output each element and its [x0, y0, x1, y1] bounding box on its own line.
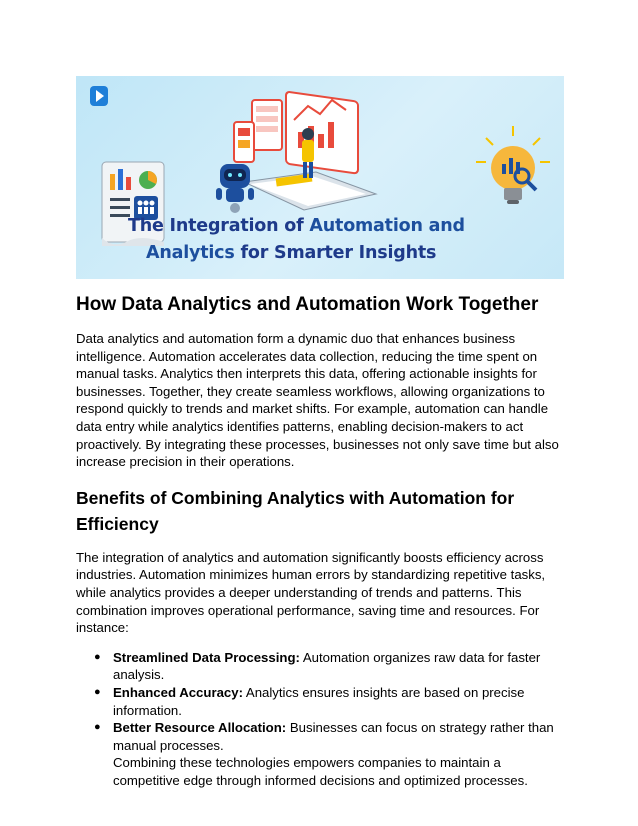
- list-item: [94, 649, 566, 684]
- section1-paragraph: Data analytics and automation form a dynamic duo that enhances business intelligence. Automation accelerates data collection, reducing the time spent on manual tasks. Analytics then interprets this data, offering actionable insights for businesses. Together, they create seamless workflows, allowing organizations to respond quickly to trends and market shifts. For example, automation can handle data entry while analytics identifies patterns, enabling decision-makers to act proactively. By integrating these processes, businesses not only save time but also increase precision in their operations.: [76, 331, 559, 470]
- list-item-label: Streamlined Data Processing:: [113, 649, 300, 665]
- list-item-label: Enhanced Accuracy:: [113, 684, 243, 700]
- bullet-icon: ●: [94, 650, 101, 663]
- banner-title-part: The Integration of: [128, 216, 304, 236]
- bullet-icon: ●: [94, 721, 101, 734]
- section2-heading: Benefits of Combining Analytics with Automation for Efficiency: [76, 487, 515, 534]
- closing-text: Combining these technologies empowers companies to maintain a competitive edge through informed decisions and optimized processes.: [113, 755, 528, 788]
- banner-title-line1: [128, 216, 465, 236]
- banner-title-part: for Smarter Insights: [240, 243, 437, 263]
- list-item-text: Analytics ensures insights are based on precise information.: [113, 684, 525, 718]
- lightbulb-chart-icon: [476, 126, 550, 204]
- article-body: [76, 292, 566, 789]
- robot-icon: [216, 164, 254, 213]
- list-item: [94, 684, 566, 719]
- banner-title-line2: [146, 243, 436, 263]
- list-item-text: Businesses can focus on strategy rather than manual processes.: [113, 720, 554, 753]
- banner-title-highlight: Analytics: [146, 243, 235, 263]
- play-logo-icon: [90, 86, 108, 106]
- banner-title-highlight: Automation and: [309, 216, 465, 236]
- hero-banner: [76, 76, 564, 279]
- bullet-icon: ●: [94, 685, 101, 698]
- analyst-figure: [302, 128, 314, 178]
- list-item: [94, 719, 566, 789]
- list-item-label: Better Resource Allocation:: [113, 720, 287, 736]
- benefits-list: [76, 649, 566, 790]
- section2-paragraph: The integration of analytics and automation significantly boosts efficiency across industries. Automation minimizes human errors by standardizing repetitive tasks, while analytics provides a deeper understanding of trends and patterns. This combination improves operational performance, saving time and resources. For instance:: [76, 549, 546, 636]
- section1-heading: How Data Analytics and Automation Work Together: [76, 294, 539, 315]
- dashboard-icon: [234, 92, 376, 210]
- list-item-text: Automation organizes raw data for faster analysis.: [113, 649, 541, 683]
